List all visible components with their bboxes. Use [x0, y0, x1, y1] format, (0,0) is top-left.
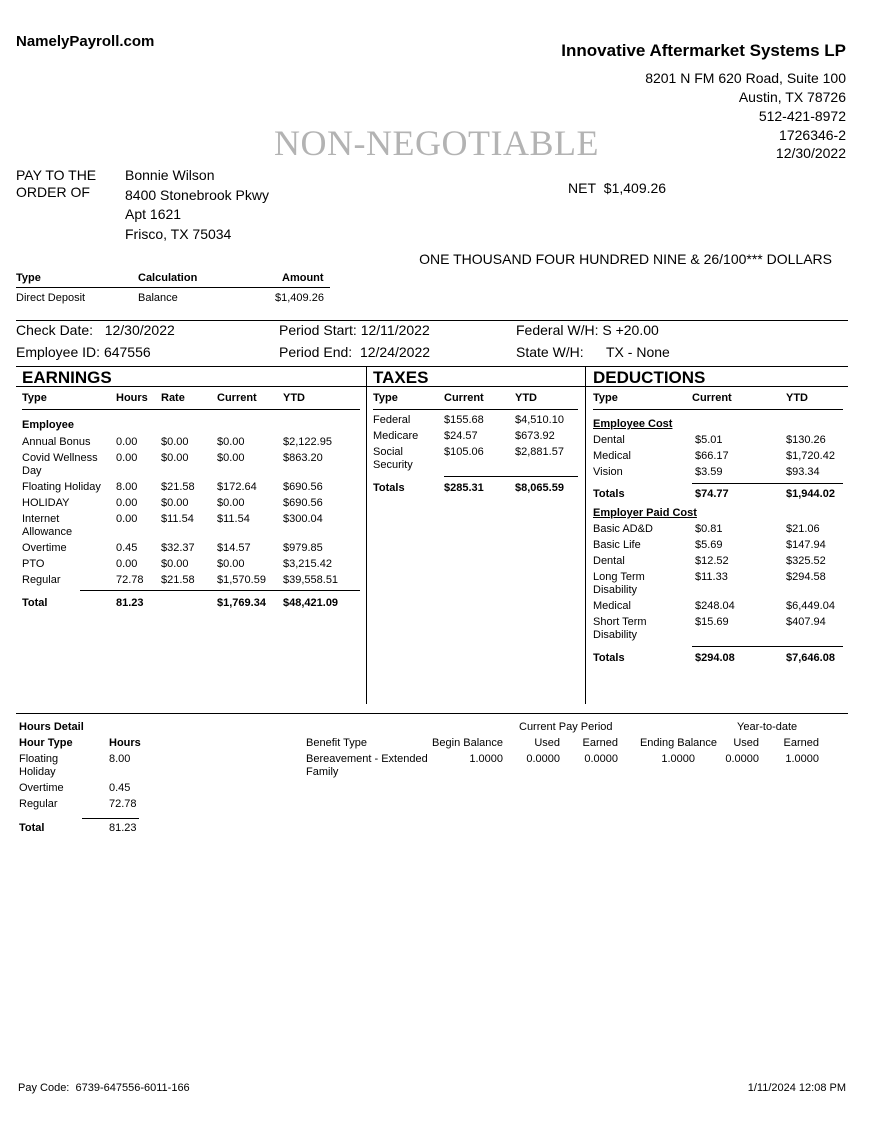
benefit-used: 0.0000: [526, 753, 560, 765]
period-start: [279, 322, 430, 338]
benefit-ending: 1.0000: [661, 753, 695, 765]
employee-id-value: 647556: [103, 344, 151, 360]
payment-header-calculation: Calculation: [138, 272, 198, 284]
hours-row-type: Floating Holiday: [19, 753, 59, 778]
earnings-row-rate: $21.58: [161, 481, 195, 493]
earnings-row-current: $14.57: [217, 542, 251, 554]
payment-header-rule: [16, 287, 330, 288]
earnings-row-current: $0.00: [217, 436, 245, 448]
earnings-row-ytd: $39,558.51: [283, 574, 339, 586]
earnings-row-ytd: $3,215.42: [283, 558, 332, 570]
earnings-row-hours: 0.00: [116, 558, 138, 570]
net-amount: $1,409.26: [603, 180, 667, 196]
earnings-row-rate: $21.58: [161, 574, 195, 586]
employee-cost-row-type: Medical: [593, 450, 631, 462]
taxes-header-ytd: YTD: [515, 392, 537, 404]
hours-row-type: Overtime: [19, 782, 64, 794]
benefit-type: Bereavement - Extended Family: [306, 753, 428, 778]
benefit-header-earned: Earned: [582, 737, 618, 749]
employer-paid-row-current: $15.69: [695, 616, 729, 628]
benefit-header-ending: Ending Balance: [639, 737, 717, 749]
earnings-row-hours: 0.00: [116, 452, 138, 464]
section-title-rule: [16, 386, 848, 387]
payment-type: Direct Deposit: [16, 292, 86, 304]
employee-cost-row-current: $3.59: [695, 466, 723, 478]
taxes-row-type: Medicare: [373, 430, 419, 442]
deductions-header-rule: [593, 409, 843, 410]
earnings-header-rule: [22, 409, 360, 410]
earnings-row-hours: 72.78: [116, 574, 144, 586]
earnings-row-current: $0.00: [217, 497, 245, 509]
earnings-row-rate: $0.00: [161, 452, 189, 464]
hours-total-rule: [82, 818, 139, 819]
employer-paid-total-current: $294.08: [695, 652, 735, 664]
employer-paid-group: Employer Paid Cost: [593, 507, 697, 519]
hours-header-hours: Hours: [109, 737, 141, 749]
hours-detail-title: Hours Detail: [19, 721, 84, 733]
company-phone: 512-421-8972: [758, 108, 846, 124]
employee-cost-total-label: Totals: [593, 488, 625, 500]
employer-paid-row-type: Short Term Disability: [593, 616, 647, 641]
hours-row-hours: 0.45: [109, 782, 131, 794]
benefit-ytd-used: 0.0000: [725, 753, 759, 765]
payment-header-amount: Amount: [282, 272, 324, 284]
earnings-row-hours: 8.00: [116, 481, 138, 493]
net-label: NET: [568, 180, 596, 196]
period-end: [279, 344, 430, 360]
earnings-header-ytd: YTD: [283, 392, 305, 404]
employer-paid-row-type: Long Term Disability: [593, 571, 645, 596]
employee-cost-group: Employee Cost: [593, 418, 673, 430]
employer-paid-row-current: $248.04: [695, 600, 735, 612]
period-end-label: Period End:: [279, 344, 353, 360]
site-name: NamelyPayroll.com: [16, 33, 155, 50]
employer-paid-row-ytd: $325.52: [786, 555, 826, 567]
earnings-row-type: Floating Holiday: [22, 481, 101, 493]
federal-wh-label: Federal W/H:: [516, 322, 599, 338]
hours-total-label: Total: [19, 822, 45, 834]
employer-paid-row-current: $0.81: [695, 523, 723, 535]
hours-row-hours: 8.00: [109, 753, 131, 765]
earnings-total-label: Total: [22, 597, 48, 609]
taxes-row-ytd: $673.92: [515, 430, 555, 442]
taxes-total-rule: [444, 476, 578, 477]
benefit-header-ytd-used: Used: [733, 737, 759, 749]
taxes-total-ytd: $8,065.59: [515, 482, 564, 494]
company-address1: 8201 N FM 620 Road, Suite 100: [645, 70, 846, 86]
info-top-rule: [16, 320, 848, 321]
employer-paid-row-type: Dental: [593, 555, 625, 567]
taxes-header-rule: [373, 409, 578, 410]
earnings-row-type: Internet Allowance: [22, 513, 73, 538]
earnings-total-hours: 81.23: [116, 597, 144, 609]
earnings-header-type: Type: [22, 392, 47, 404]
employer-paid-row-current: $5.69: [695, 539, 723, 551]
employee-cost-total-current: $74.77: [695, 488, 729, 500]
payee-address2: Apt 1621: [125, 206, 182, 222]
taxes-row-current: $105.06: [444, 446, 484, 458]
employer-paid-row-ytd: $407.94: [786, 616, 826, 628]
pay-to-label-2: ORDER OF: [16, 184, 90, 200]
hours-row-type: Regular: [19, 798, 58, 810]
earnings-row-current: $172.64: [217, 481, 257, 493]
info-bottom-rule: [16, 366, 848, 367]
taxes-row-ytd: $4,510.10: [515, 414, 564, 426]
benefit-earned: 0.0000: [584, 753, 618, 765]
earnings-row-ytd: $979.85: [283, 542, 323, 554]
earnings-total-rule: [80, 590, 360, 591]
employee-id: [16, 344, 151, 360]
check-date: [16, 322, 175, 338]
check-date-header: 12/30/2022: [775, 145, 846, 161]
taxes-row-type: Federal: [373, 414, 411, 426]
earnings-total-ytd: $48,421.09: [283, 597, 339, 609]
earnings-row-ytd: $690.56: [283, 481, 323, 493]
federal-wh-value: S +20.00: [602, 322, 659, 338]
current-pay-period-label: Current Pay Period: [519, 721, 613, 733]
employee-cost-row-current: $66.17: [695, 450, 729, 462]
benefit-header-begin: Begin Balance: [432, 737, 503, 749]
benefit-ytd-earned: 1.0000: [785, 753, 819, 765]
employee-cost-row-type: Dental: [593, 434, 625, 446]
taxes-header-current: Current: [444, 392, 484, 404]
taxes-header-type: Type: [373, 392, 398, 404]
period-start-value: 12/11/2022: [360, 322, 430, 338]
employee-cost-row-current: $5.01: [695, 434, 723, 446]
employer-paid-total-rule: [692, 646, 843, 647]
earnings-row-rate: $32.37: [161, 542, 195, 554]
state-wh-label: State W/H:: [516, 344, 584, 360]
payee-address1: 8400 Stonebrook Pkwy: [125, 187, 269, 203]
check-date-label: Check Date:: [16, 322, 94, 338]
benefit-header-used: Used: [534, 737, 560, 749]
employee-cost-row-ytd: $130.26: [786, 434, 826, 446]
payment-header-type: Type: [16, 272, 41, 284]
earnings-row-current: $0.00: [217, 558, 245, 570]
benefit-begin: 1.0000: [469, 753, 503, 765]
company-address2: Austin, TX 78726: [738, 89, 846, 105]
earnings-row-ytd: $863.20: [283, 452, 323, 464]
employer-paid-row-current: $11.33: [695, 571, 728, 583]
employer-paid-row-ytd: $294.58: [786, 571, 826, 583]
benefit-header-ytd-earned: Earned: [783, 737, 819, 749]
employer-paid-total-label: Totals: [593, 652, 625, 664]
earnings-header-rate: Rate: [161, 392, 185, 404]
earnings-row-type: Regular: [22, 574, 61, 586]
earnings-row-ytd: $2,122.95: [283, 436, 332, 448]
year-to-date-label: Year-to-date: [737, 721, 798, 733]
employee-cost-row-type: Vision: [593, 466, 623, 478]
earnings-row-hours: 0.00: [116, 497, 138, 509]
earnings-row-current: $11.54: [217, 513, 250, 525]
deductions-header-current: Current: [692, 392, 732, 404]
employee-cost-total-rule: [692, 483, 843, 484]
earnings-taxes-divider: [366, 366, 367, 704]
taxes-row-type: Social Security: [373, 446, 413, 471]
period-start-label: Period Start:: [279, 322, 357, 338]
earnings-row-type: PTO: [22, 558, 45, 570]
check-date-value: 12/30/2022: [104, 322, 175, 338]
taxes-total-current: $285.31: [444, 482, 484, 494]
taxes-row-current: $155.68: [444, 414, 484, 426]
earnings-row-rate: $0.00: [161, 558, 189, 570]
earnings-total-current: $1,769.34: [217, 597, 266, 609]
payee-address3: Frisco, TX 75034: [125, 226, 232, 242]
earnings-row-type: Covid Wellness Day: [22, 452, 98, 477]
earnings-row-ytd: $300.04: [283, 513, 323, 525]
earnings-row-rate: $0.00: [161, 497, 189, 509]
earnings-row-rate: $11.54: [161, 513, 194, 525]
deductions-header-ytd: YTD: [786, 392, 808, 404]
payment-calculation: Balance: [138, 292, 178, 304]
earnings-header-current: Current: [217, 392, 257, 404]
employer-paid-row-type: Medical: [593, 600, 631, 612]
earnings-row-hours: 0.00: [116, 436, 138, 448]
employer-paid-row-type: Basic AD&D: [593, 523, 653, 535]
non-negotiable-watermark: NON-NEGOTIABLE: [274, 123, 599, 163]
amount-in-words: ONE THOUSAND FOUR HUNDRED NINE & 26/100*** DOLLARS: [419, 251, 832, 267]
earnings-row-type: HOLIDAY: [22, 497, 70, 509]
printed-timestamp: 1/11/2024 12:08 PM: [747, 1082, 846, 1094]
employee-cost-row-ytd: $93.34: [786, 466, 820, 478]
company-name: Innovative Aftermarket Systems LP: [561, 41, 846, 60]
net-pay: [568, 180, 666, 196]
period-end-value: 12/24/2022: [359, 344, 431, 360]
employee-cost-row-ytd: $1,720.42: [786, 450, 835, 462]
taxes-row-current: $24.57: [444, 430, 478, 442]
employee-cost-total-ytd: $1,944.02: [786, 488, 835, 500]
earnings-row-type: Overtime: [22, 542, 67, 554]
hours-row-hours: 72.78: [109, 798, 137, 810]
earnings-row-current: $0.00: [217, 452, 245, 464]
earnings-row-hours: 0.45: [116, 542, 138, 554]
employer-paid-row-ytd: $21.06: [786, 523, 820, 535]
earnings-row-type: Annual Bonus: [22, 436, 91, 448]
employer-paid-total-ytd: $7,646.08: [786, 652, 835, 664]
payment-amount: $1,409.26: [275, 292, 324, 304]
employer-paid-row-ytd: $6,449.04: [786, 600, 835, 612]
employee-id-label: Employee ID:: [16, 344, 101, 360]
check-number: 1726346-2: [779, 127, 846, 143]
deductions-title: DEDUCTIONS: [593, 368, 706, 387]
employer-paid-row-ytd: $147.94: [786, 539, 826, 551]
taxes-title: TAXES: [373, 368, 429, 387]
earnings-row-ytd: $690.56: [283, 497, 323, 509]
pay-to-label-1: PAY TO THE: [16, 167, 97, 183]
taxes-total-label: Totals: [373, 482, 405, 494]
federal-wh: [516, 322, 659, 338]
sections-bottom-rule: [16, 713, 848, 714]
earnings-row-current: $1,570.59: [217, 574, 266, 586]
earnings-title: EARNINGS: [22, 368, 112, 387]
earnings-row-hours: 0.00: [116, 513, 138, 525]
pay-code: [18, 1082, 190, 1094]
employer-paid-row-current: $12.52: [695, 555, 729, 567]
taxes-deductions-divider: [585, 366, 586, 704]
benefit-header-type: Benefit Type: [306, 737, 367, 749]
earnings-group-label: Employee: [22, 419, 74, 431]
payee-name: Bonnie Wilson: [125, 167, 215, 183]
hours-total-value: 81.23: [109, 822, 137, 834]
deductions-header-type: Type: [593, 392, 618, 404]
hours-header-type: Hour Type: [19, 737, 73, 749]
taxes-row-ytd: $2,881.57: [515, 446, 564, 458]
state-wh-value: TX - None: [606, 344, 670, 360]
pay-code-value: 6739-647556-6011-166: [75, 1082, 190, 1094]
pay-code-label: Pay Code:: [18, 1082, 70, 1094]
earnings-header-hours: Hours: [116, 392, 148, 404]
employer-paid-row-type: Basic Life: [593, 539, 641, 551]
earnings-row-rate: $0.00: [161, 436, 189, 448]
